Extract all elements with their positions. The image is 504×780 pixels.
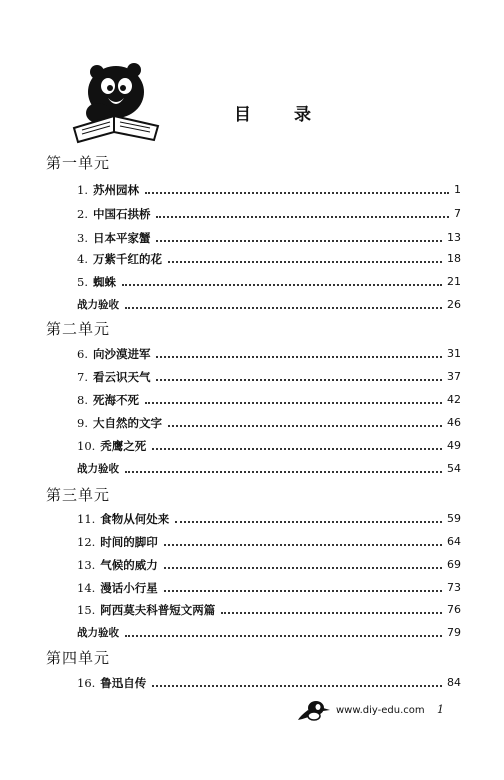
unit-heading: 第三单元	[46, 486, 111, 504]
toc-entry[interactable]: 12. 时间的脚印 64	[77, 535, 461, 549]
toc-entry[interactable]: 5. 蜘蛛 21	[77, 275, 461, 289]
footer-url[interactable]: www.diy-edu.com	[336, 704, 425, 716]
penguin-bird-icon	[296, 698, 332, 722]
toc-entry[interactable]: 8. 死海不死 42	[77, 393, 461, 407]
toc-entry-review[interactable]: 战力验收 54	[77, 462, 461, 475]
toc-entry[interactable]: 2. 中国石拱桥 7	[77, 207, 461, 221]
page-title-char-1: 目	[234, 105, 251, 125]
toc-entry[interactable]: 7. 看云识天气 37	[77, 370, 461, 384]
toc-entry[interactable]: 4. 万紫千红的花 18	[77, 252, 461, 266]
toc-entry[interactable]: 3. 日本平家蟹 13	[77, 231, 461, 245]
footer	[296, 698, 425, 722]
toc-entry[interactable]: 16. 鲁迅自传 84	[77, 676, 461, 690]
toc-entry[interactable]: 15. 阿西莫夫科普短文两篇 76	[77, 603, 461, 617]
page-number: 1	[437, 703, 444, 716]
cartoon-bird-reading-book-icon	[70, 58, 162, 146]
toc-entry-review[interactable]: 战力验收 26	[77, 298, 461, 311]
toc-entry[interactable]: 14. 漫话小行星 73	[77, 581, 461, 595]
unit-heading: 第四单元	[46, 649, 111, 667]
toc-entry[interactable]: 1. 苏州园林 1	[77, 183, 461, 197]
unit-heading: 第一单元	[46, 154, 111, 172]
toc-entry[interactable]: 13. 气候的威力 69	[77, 558, 461, 572]
toc-entry-review[interactable]: 战力验收 79	[77, 626, 461, 639]
toc-entry[interactable]: 10. 秃鹰之死 49	[77, 439, 461, 453]
unit-heading: 第二单元	[46, 320, 111, 338]
toc-entry[interactable]: 11. 食物从何处来 59	[77, 512, 461, 526]
toc-entry[interactable]: 9. 大自然的文字 46	[77, 416, 461, 430]
page-title-char-2: 录	[294, 105, 311, 125]
toc-entry[interactable]: 6. 向沙漠进军 31	[77, 347, 461, 361]
